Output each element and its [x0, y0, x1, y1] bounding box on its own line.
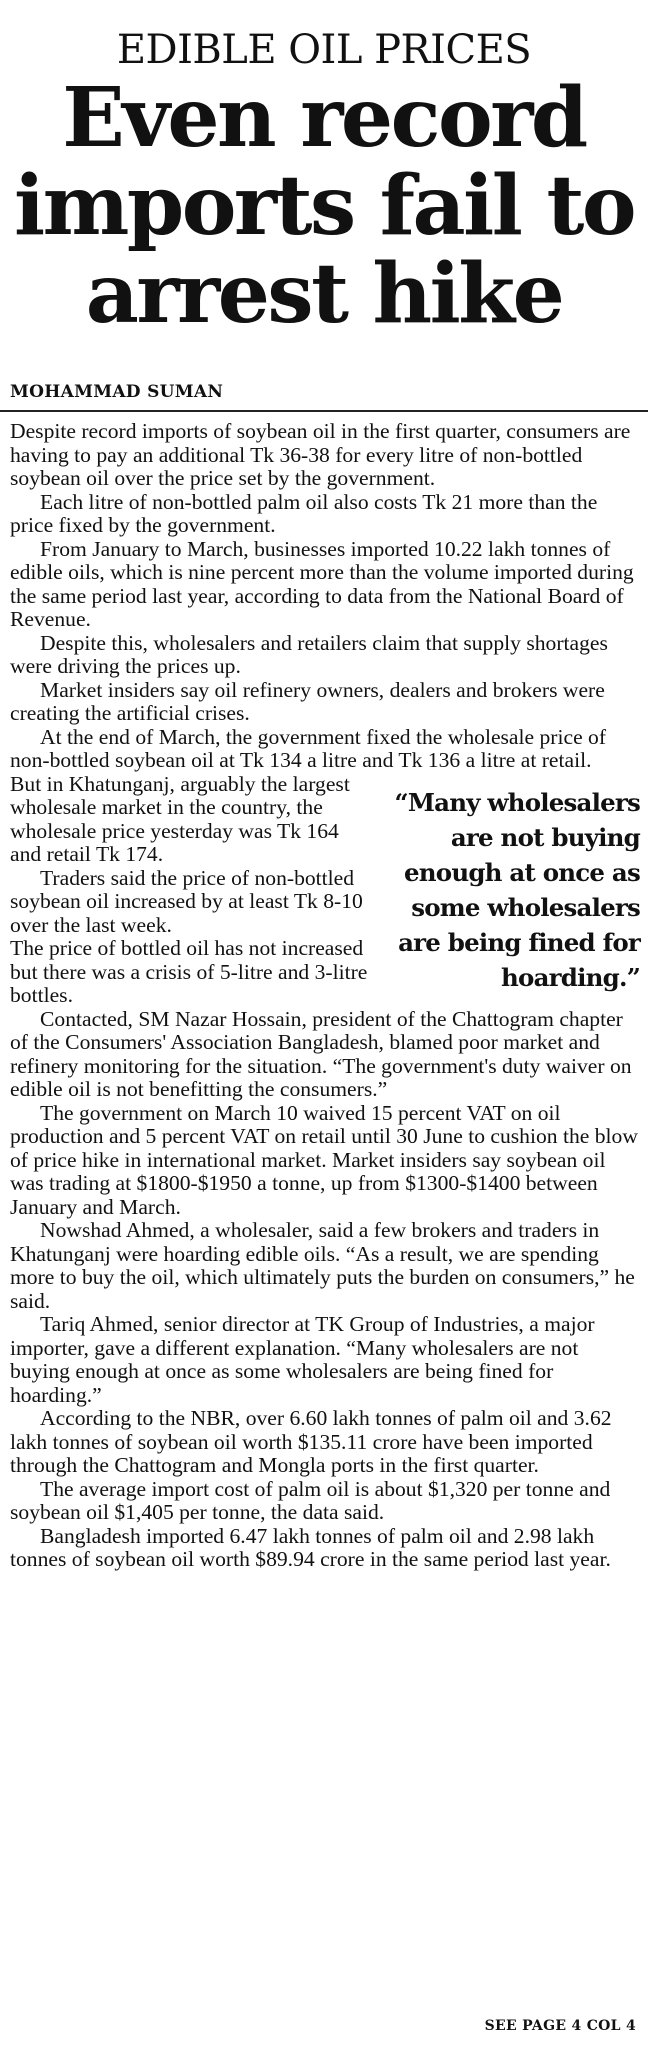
continuation-note: SEE PAGE 4 COL 4: [484, 2018, 636, 2034]
article-paragraph: Tariq Ahmed, senior director at TK Group of Industries, a major importer, gave a different explanation. “Many wholesalers are not buying enough at once as some wholesalers are being fined for hoarding.”: [10, 1312, 595, 1407]
article-paragraph: The average import cost of palm oil is about $1,320 per tonne and soybean oil $1,405 per tonne, the data said.: [10, 1476, 611, 1524]
pull-quote: “Many wholesalers are not buying enough at once as some wholesalers are being fined for hoarding.”: [394, 787, 640, 992]
article-paragraph: But in Khatunganj, arguably the largest wholesale market in the country, the wholesale price yesterday was Tk 164 and retail Tk 174.: [10, 771, 350, 866]
article-paragraph: Contacted, SM Nazar Hossain, president of the Chattogram chapter of the Consumers' Association Bangladesh, blamed poor market and refinery monitoring for the situation. “The government's duty waiver on edible oil is not benefitting the consumers.”: [10, 1006, 632, 1101]
article-paragraph: Despite record imports of soybean oil in the first quarter, consumers are having to pay an additional Tk 36-38 for every litre of non-bottled soybean oil over the price set by the government.: [10, 419, 631, 490]
article-paragraph: The government on March 10 waived 15 percent VAT on oil production and 5 percent VAT on retail until 30 June to cushion the blow of price hike in international market. Market insiders say soybean oil was trading at $1800-$1950 a tonne, up from $1300-$1400 between January and March.: [10, 1100, 638, 1219]
article-paragraph: According to the NBR, over 6.60 lakh tonnes of palm oil and 3.62 lakh tonnes of soybean oil worth $135.11 crore have been imported through the Chattogram and Mongla ports in the first quarter.: [10, 1406, 612, 1477]
headline: Even record imports fail to arrest hike: [13, 70, 635, 342]
article-paragraph: From January to March, businesses imported 10.22 lakh tonnes of edible oils, which is nine percent more than the volume imported during the same period last year, according to data from the National Board of Revenue.: [10, 536, 634, 631]
article-paragraph: Despite this, wholesalers and retailers claim that supply shortages were driving the prices up.: [10, 630, 608, 678]
kicker: EDIBLE OIL PRICES: [116, 27, 532, 73]
article-paragraph: Bangladesh imported 6.47 lakh tonnes of palm oil and 2.98 lakh tonnes of soybean oil worth $89.94 crore in the same period last year.: [10, 1523, 611, 1571]
article-paragraph: Nowshad Ahmed, a wholesaler, said a few brokers and traders in Khatunganj were hoarding edible oils. “As a result, we are spending more to buy the oil, which ultimately puts the burden on consumers,” he said.: [10, 1218, 635, 1313]
article-paragraph: The price of bottled oil has not increased but there was a crisis of 5-litre and 3-litre bottles.: [10, 936, 368, 1007]
article-body: [10, 420, 640, 1572]
byline: MOHAMMAD SUMAN: [10, 382, 224, 402]
article-paragraph: At the end of March, the government fixed the wholesale price of non-bottled soybean oil at Tk 134 a litre and Tk 136 a litre at retail.: [10, 724, 607, 772]
byline-rule: [0, 410, 648, 412]
article-paragraph: Traders said the price of non-bottled soybean oil increased by at least Tk 8-10 over the last week.: [10, 865, 363, 937]
article-paragraph: Market insiders say oil refinery owners, dealers and brokers were creating the artificial crises.: [10, 677, 605, 725]
article-paragraph: Each litre of non-bottled palm oil also costs Tk 21 more than the price fixed by the government.: [10, 489, 598, 537]
